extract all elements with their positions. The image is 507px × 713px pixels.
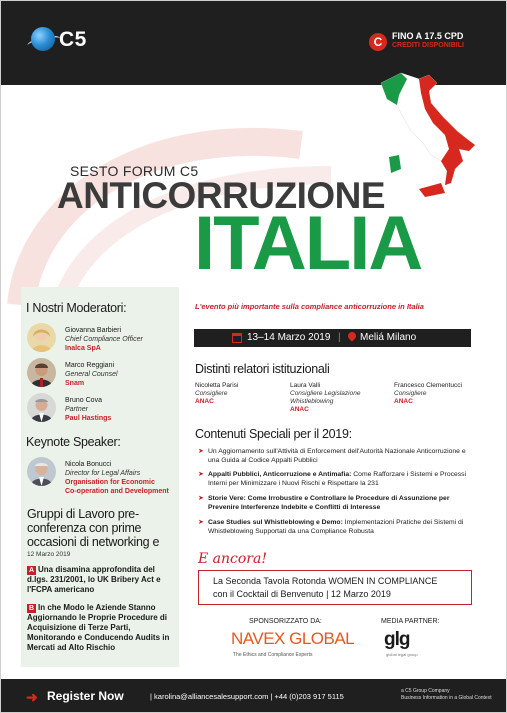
media-partner-label: MEDIA PARTNER: xyxy=(381,618,440,625)
special-item-text: Un Aggiornamento sull'Attività di Enforcement dell'Autorità Nazionale Anticorruzione e una Guida al Codice Appalti Pubblici xyxy=(208,448,466,464)
roundtable-line-1: La Seconda Tavola Rotonda WOMEN IN COMPLIANCE xyxy=(213,576,438,586)
separator: | xyxy=(338,332,341,343)
special-content-heading: Contenuti Speciali per il 2019: xyxy=(195,427,352,441)
workshop-item-a xyxy=(27,565,177,595)
institutional-heading: Distinti relatori istituzionali xyxy=(195,362,330,376)
event-date-bar xyxy=(194,329,471,347)
workshop-letter-badge: A xyxy=(28,567,35,574)
event-dates: 13–14 Marzo 2019 xyxy=(247,332,331,343)
institutional-speaker xyxy=(290,382,378,414)
avatar xyxy=(27,457,56,486)
person-role: Director for Legal Affairs xyxy=(65,470,141,477)
c5-group-brand xyxy=(401,688,492,702)
footer-band xyxy=(1,679,507,713)
arrow-bullet-icon: ➤ xyxy=(198,471,204,478)
person-role: General Counsel xyxy=(65,371,118,378)
left-sidebar xyxy=(21,287,179,667)
special-item-bold: Appalti Pubblici, Anticorruzione e Antimafia: xyxy=(208,471,352,478)
roundtable-line-2: con il Cocktail di Benvenuto | 12 Marzo 2019 xyxy=(213,589,391,599)
contact-info[interactable]: | karolina@alliancesalesupport.com | +44 (0)203 917 5115 xyxy=(150,692,344,701)
institutional-speaker xyxy=(195,382,290,406)
person-role: Consigliere xyxy=(394,390,427,397)
forum-kicker: SESTO FORUM C5 xyxy=(70,163,199,179)
person-role: Partner xyxy=(65,406,88,413)
person-company: Organisation for Economic xyxy=(65,479,155,486)
person-name: Nicola Bonucci xyxy=(65,461,112,468)
workshop-text: Una disamina approfondita del d.lgs. 231/2001, lo UK Bribery Act e l'FCPA americano xyxy=(27,565,161,594)
avatar xyxy=(27,393,56,422)
person-role: Consigliere Legislazione Whistleblowing xyxy=(290,390,361,405)
special-item xyxy=(198,495,468,512)
person-role: Chief Compliance Officer xyxy=(65,336,143,343)
person-name: Francesco Clementucci xyxy=(394,382,462,389)
moderator-1 xyxy=(65,326,143,353)
special-item xyxy=(198,519,468,536)
italy-flag-map-icon xyxy=(371,65,481,215)
person-company: Inalca SpA xyxy=(65,345,101,352)
event-tagline: L'evento più importante sulla compliance anticorruzione in Italia xyxy=(195,302,424,311)
avatar xyxy=(27,323,56,352)
person-name: Laura Valli xyxy=(290,382,321,389)
calendar-icon xyxy=(232,333,242,343)
person-company: Paul Hastings xyxy=(65,415,112,422)
arrow-bullet-icon: ➤ xyxy=(198,495,204,502)
roundtable-box xyxy=(198,570,472,605)
brand-line-2: Business Information in a Global Context xyxy=(401,695,492,701)
workshop-item-b xyxy=(27,603,177,653)
brand-line-1: a C5 Group Company xyxy=(401,688,450,694)
avatar xyxy=(27,358,56,387)
sponsor-label: SPONSORIZZATO DA: xyxy=(249,618,322,625)
globe-logo-icon xyxy=(31,27,55,51)
navex-tagline: The Ethics and Compliance Experts xyxy=(233,652,313,658)
moderators-heading: I Nostri Moderatori: xyxy=(26,301,127,315)
title-italia: ITALIA xyxy=(194,201,422,286)
cpd-badge-icon: C xyxy=(369,33,387,51)
keynote-heading: Keynote Speaker: xyxy=(26,435,121,449)
moderator-3 xyxy=(65,396,111,423)
arrow-bullet-icon: ➤ xyxy=(198,519,204,526)
location-pin-icon xyxy=(346,330,357,341)
title-anticorruzione: ANTICORRUZIONE xyxy=(57,175,386,216)
special-item-bold: Case Studies sul Whistleblowing e Demo: xyxy=(208,519,343,526)
person-company-cont: Co-operation and Development xyxy=(65,488,169,495)
navex-logo: NAVEX GLOBAL xyxy=(231,629,355,648)
person-company: Snam xyxy=(65,380,85,387)
cpd-title: FINO A 17.5 CPD xyxy=(392,31,464,41)
person-name: Bruno Cova xyxy=(65,397,102,404)
person-company: ANAC xyxy=(290,406,309,413)
special-item-text: Come Rafforzare i Sistemi e Processi Interni per Minimizzare i Nuovi Rischi e Rispettare la 231 xyxy=(208,471,467,487)
arrow-bullet-icon: ➤ xyxy=(198,448,204,455)
special-item-bold: Storie Vere: Come Irrobustire e Controllare le Procedure di Assunzione per Prevenire Interferenze Indebite e Conflitti di Interesse xyxy=(208,495,450,511)
logo-text: C5 xyxy=(59,28,87,51)
workshop-text: In che Modo le Aziende Stanno Aggiornando le Proprie Procedure di Acquisizione di Terze Parti, Monitorando e Conducendo Audits in Mercati ad Alto Rischio xyxy=(27,603,170,652)
special-item xyxy=(198,471,468,488)
moderator-2 xyxy=(65,361,118,388)
event-venue: Meliá Milano xyxy=(360,332,417,343)
glg-tagline: global legal group xyxy=(386,652,418,657)
person-name: Giovanna Barbieri xyxy=(65,327,122,334)
person-company: ANAC xyxy=(394,398,413,405)
person-name: Nicoletta Parisi xyxy=(195,382,239,389)
glg-logo: glg xyxy=(384,629,410,650)
special-item-text: Implementazioni Pratiche dei Sistemi di Whistleblowing Supportati da una Compliance Robusta xyxy=(208,519,464,535)
person-company: ANAC xyxy=(195,398,214,405)
workshops-date: 12 Marzo 2019 xyxy=(27,551,71,558)
workshops-heading: Gruppi di Lavoro pre-conferenza con prime occasioni di networking e xyxy=(27,507,160,549)
arrow-right-icon: ➜ xyxy=(26,689,38,705)
special-item xyxy=(198,448,468,465)
keynote-speaker xyxy=(65,460,169,496)
institutional-speaker xyxy=(394,382,489,406)
person-name: Marco Reggiani xyxy=(65,362,115,369)
cpd-subtitle: CREDITI DISPONIBILI xyxy=(392,42,464,49)
extra-heading: E ancora! xyxy=(198,551,267,567)
register-now-link[interactable]: Register Now xyxy=(47,689,124,703)
person-role: Consigliere xyxy=(195,390,228,397)
workshop-letter-badge: B xyxy=(28,605,35,612)
